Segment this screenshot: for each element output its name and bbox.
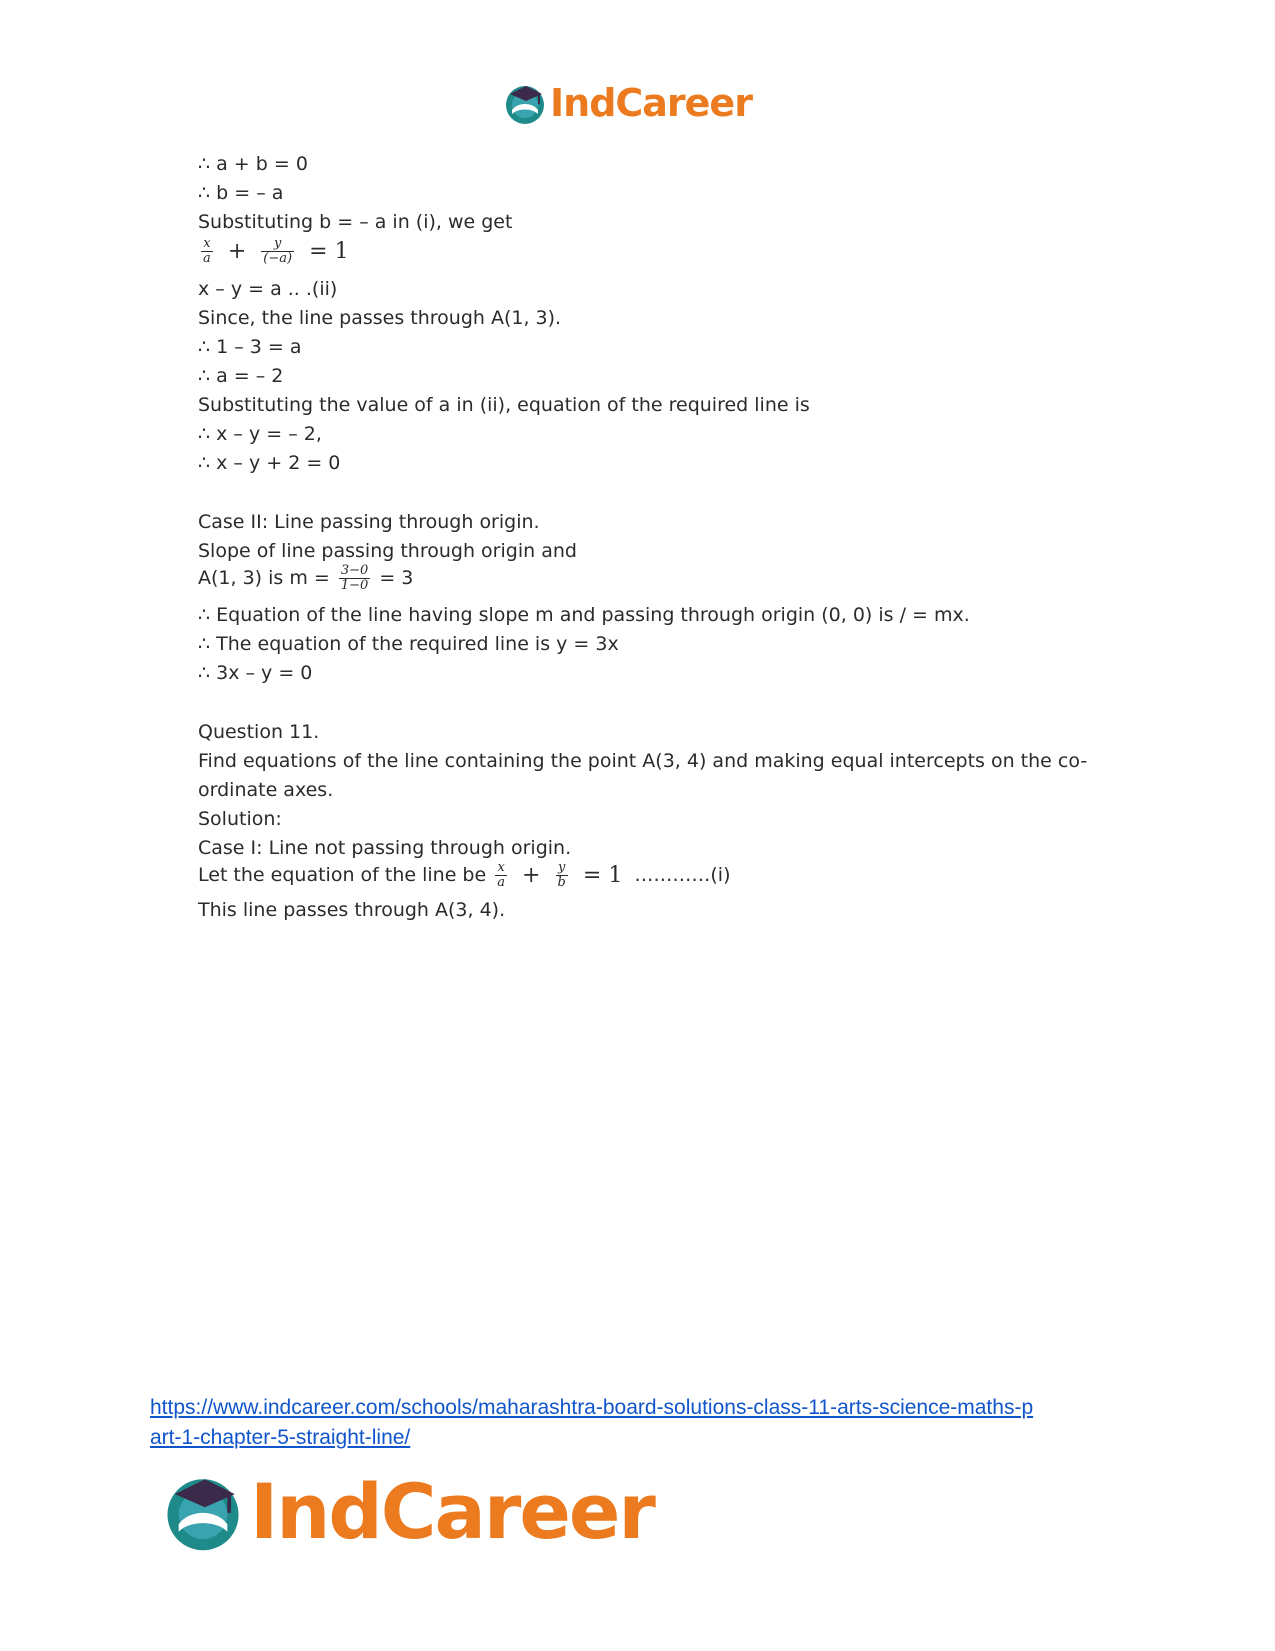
- text-line: ∴ b = – a: [198, 182, 284, 204]
- fraction: $\frac{x}{a}$: [497, 860, 505, 890]
- text-line: ordinate axes.: [198, 779, 334, 801]
- text-line: ∴ x – y = – 2,: [198, 423, 322, 445]
- text-line: Case I: Line not passing through origin.: [198, 837, 572, 859]
- text-line: Find equations of the line containing the point A(3, 4) and making equal intercepts on the co-: [198, 750, 1088, 772]
- fraction: $\frac{3-0}{1-0}$: [340, 563, 369, 593]
- equation-line: $\frac{x}{a}$ + $\frac{y}{(-a)}$ = 1: [203, 236, 349, 266]
- text-line: This line passes through A(3, 4).: [198, 899, 506, 921]
- solution-heading: Solution:: [198, 808, 282, 830]
- equation-line: A(1, 3) is m = $\frac{3-0}{1-0}$ = 3: [198, 563, 414, 593]
- question-heading: Question 11.: [198, 721, 320, 743]
- graduation-cap-icon: [502, 80, 548, 126]
- text-line: Slope of line passing through origin and: [198, 540, 577, 562]
- text-line: ∴ a = – 2: [198, 365, 284, 387]
- text-line: ∴ x – y + 2 = 0: [198, 452, 341, 474]
- logo-wordmark: IndCareer: [250, 1466, 654, 1556]
- fraction: $\frac{x}{a}$: [203, 236, 211, 266]
- text-line: Substituting b = – a in (i), we get: [198, 211, 513, 233]
- text-line: ∴ 1 – 3 = a: [198, 336, 302, 358]
- text-line: Substituting the value of a in (ii), equation of the required line is: [198, 394, 810, 416]
- graduation-cap-icon: [160, 1468, 246, 1554]
- text-line: ∴ a + b = 0: [198, 153, 308, 175]
- footer-logo: [160, 1468, 654, 1554]
- equation-line: Let the equation of the line be $\frac{x}{a}$ + $\frac{y}{b}$ = 1 …………(i): [198, 860, 731, 890]
- text-line: ∴ The equation of the required line is y = 3x: [198, 633, 619, 655]
- logo-wordmark: IndCareer: [550, 81, 752, 125]
- text-line: ∴ Equation of the line having slope m and passing through origin (0, 0) is / = mx.: [198, 604, 970, 626]
- text-line: ∴ 3x – y = 0: [198, 662, 313, 684]
- section-heading: Case II: Line passing through origin.: [198, 511, 540, 533]
- header-logo: [502, 80, 752, 126]
- fraction: $\frac{y}{b}$: [557, 860, 566, 890]
- fraction: $\frac{y}{(-a)}$: [263, 236, 293, 266]
- text-line: x – y = a .. .(ii): [198, 278, 338, 300]
- source-link[interactable]: https://www.indcareer.com/schools/maharashtra-board-solutions-class-11-arts-science-maths-p art-1-chapter-5-straight-line/: [150, 1396, 1034, 1449]
- text-line: Since, the line passes through A(1, 3).: [198, 307, 562, 329]
